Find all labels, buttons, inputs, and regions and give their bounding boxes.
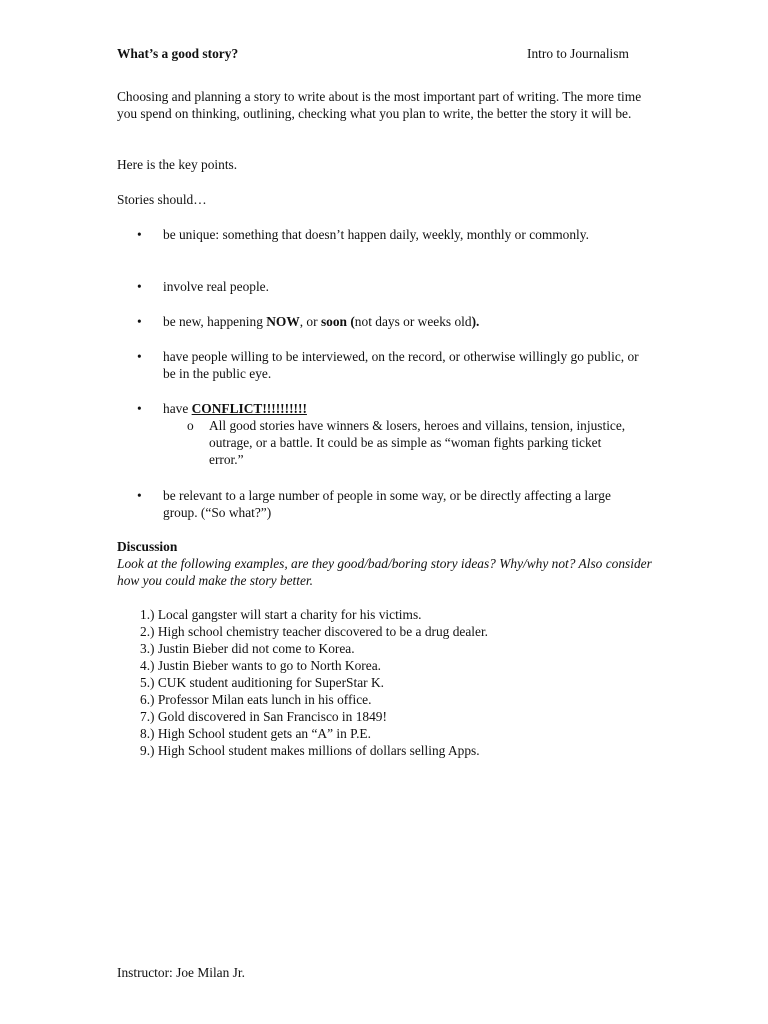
list-item: 5.) CUK student auditioning for SuperStar K.: [140, 675, 384, 690]
list-item: 4.) Justin Bieber wants to go to North Korea.: [140, 658, 381, 673]
bullet-text: have people willing to be interviewed, on the record, or otherwise willingly go public, or be in the public eye.: [163, 349, 639, 381]
list-item: 2.) High school chemistry teacher discovered to be a drug dealer.: [140, 624, 489, 639]
intro-paragraph: Choosing and planning a story to write about is the most important part of writing. The more time you spend on thinking, outlining, checking what you plan to write, the better the story it will be.: [117, 89, 642, 121]
emphasis-close: ).: [471, 314, 480, 329]
sub-bullet-text: All good stories have winners & losers, heroes and villains, tension, injustice, outrage, or a battle. It could be as simple as “woman fights parking ticket error.”: [209, 418, 626, 467]
bullet-text-part: be new, happening: [163, 314, 267, 329]
page-title: What’s a good story?: [117, 46, 239, 61]
bullet-text: involve real people.: [163, 279, 269, 294]
emphasis-soon: soon (: [320, 314, 355, 329]
list-item: 7.) Gold discovered in San Francisco in 1849!: [140, 709, 387, 724]
emphasis-now: NOW: [266, 314, 300, 329]
bullet-icon: •: [137, 314, 142, 329]
bullet-text-part: , or: [299, 314, 321, 329]
course-name: Intro to Journalism: [527, 46, 629, 61]
key-points-line: Here is the key points.: [117, 157, 238, 172]
bullet-text-part: have: [163, 401, 192, 416]
bullet-icon: •: [137, 279, 142, 294]
discussion-heading: Discussion: [117, 539, 178, 554]
list-item: 6.) Professor Milan eats lunch in his office.: [140, 692, 372, 707]
emphasis-conflict: CONFLICT!!!!!!!!!!: [191, 401, 307, 416]
discussion-instructions: Look at the following examples, are they good/bad/boring story ideas? Why/why not? Also consider how you could make the story better.: [117, 556, 652, 588]
list-item: 1.) Local gangster will start a charity for his victims.: [140, 607, 422, 622]
stories-should-line: Stories should…: [117, 192, 207, 207]
bullet-icon: •: [137, 227, 142, 242]
list-item: 9.) High School student makes millions of dollars selling Apps.: [140, 743, 480, 758]
bullet-text: [163, 400, 643, 417]
bullet-text: be relevant to a large number of people in some way, or be directly affecting a large group. (“So what?”): [163, 488, 611, 520]
bullet-icon: •: [137, 401, 142, 416]
numbered-list: [140, 606, 660, 759]
bullet-text: be unique: something that doesn’t happen daily, weekly, monthly or commonly.: [163, 227, 589, 242]
bullet-text-part: not days or weeks old: [354, 314, 472, 329]
list-item: 3.) Justin Bieber did not come to Korea.: [140, 641, 355, 656]
instructor-footer: Instructor: Joe Milan Jr.: [117, 965, 245, 980]
bullet-text: [163, 313, 643, 330]
bullet-icon: •: [137, 349, 142, 364]
list-item: 8.) High School student gets an “A” in P.E.: [140, 726, 371, 741]
bullet-icon: •: [137, 488, 142, 503]
sub-bullet-icon: o: [187, 418, 194, 433]
